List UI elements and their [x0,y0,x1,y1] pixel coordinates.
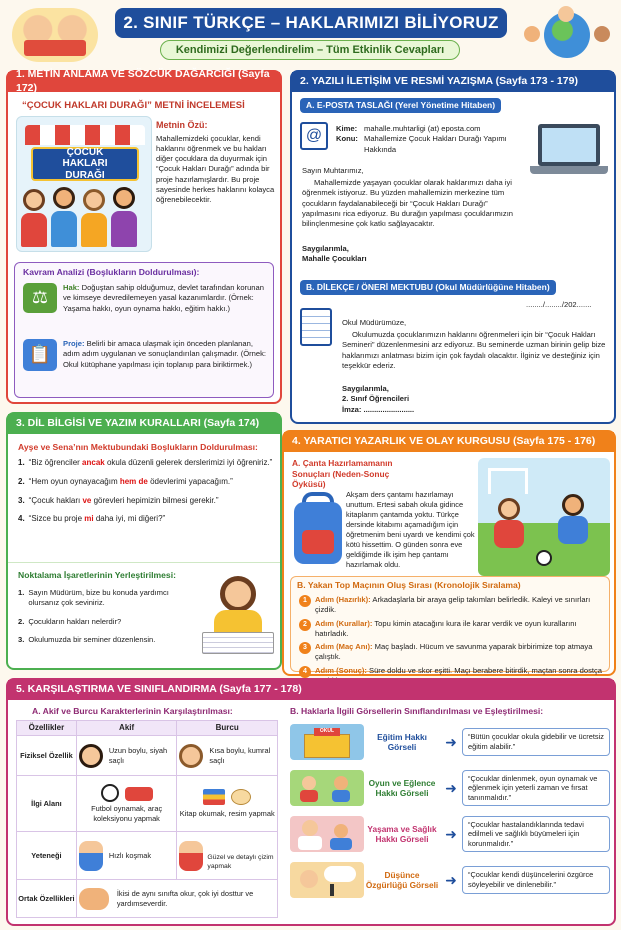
category-row-education: OKUL Eğitim Hakkı Görseli ➜ “Bütün çocuklar okula gidebilir ve ücretsiz eğitim alabilir.” [290,722,610,762]
letter-recipient: Okul Müdürümüze, [342,318,407,327]
list-item: 1. “Biz öğrenciler ancak okula düzenli gelerek derslerimizi iyi öğreniriz.” [18,458,273,467]
email-draft-title: A. E-POSTA TASLAĞI (Yerel Yönetime Hitaben) [300,98,501,113]
letter-body: Okulumuzda çocuklarımızın haklarını öğrenmeleri için bir “Çocuk Hakları Semineri” düzenlenmesini arz ediyoruz. Bu seminerde uzman birinin gelip bize haklarımızı anlatması bizim için çok faydalı olacaktır. İlginiz ve desteğiniz için teşekkür ederiz. [342,330,606,370]
scales-icon: ⚖ [23,283,57,313]
grammar-question-title: Ayşe ve Sena’nın Mektubundaki Boşlukların Doldurulması: [18,442,258,452]
category-row-play: Oyun ve Eğlence Hakkı Görseli ➜ “Çocuklar dinlenmek, oyun oynamak ve eğlenmek için yeterli zaman ve fırsat tanınmalıdır.” [290,768,610,808]
text-summary [156,120,276,205]
list-item: 3. “Çocuk hakları ve görevleri hepimizin bilmesi gerekir.” [18,495,219,505]
drawing-girl-icon [179,841,203,871]
palette-icon [231,789,251,805]
doctor-icon [290,816,364,852]
section-2-panel [290,70,616,424]
page-header [0,0,621,66]
section-3-panel [6,412,282,670]
col-header-features: Özellikler [17,721,77,736]
classification-title: B. Haklarla İlgili Görsellerin Sınıflandırılması ve Eşleştirilmesi: [290,706,544,716]
comparison-title: A. Akif ve Burcu Karakterlerinin Karşılaştırılması: [32,706,233,716]
girl-writing-illustration [198,574,278,658]
running-boy-icon [79,841,103,871]
letter-signature: Saygılarımla, 2. Sınıf Öğrencileri İmza: ........................ [342,384,415,414]
story-text: Akşam ders çantamı hazırlamayı unuttum. Ertesi sabah okula gidince kitaplarım çantamda yoktu. Türkçe dersinde kitabımı açamadığım için öğretmenim beni uyardı ve kendimi çok kötü hissettim. O günden sonra eve geldiğimde ilk işim hep çantamı hazırlamak oldu. [346,490,475,569]
speaking-kid-icon [290,862,364,898]
section-4-panel [282,430,616,676]
list-item: 4. “Sizce bu proje mi daha iyi, mi diğeri?” [18,514,166,524]
comparison-table [16,720,278,918]
school-icon: OKUL [290,724,364,760]
summary-text: Mahallemizdeki çocuklar, kendi haklarını öğrenmek ve bu hakları diğer çocuklara da duyurmak için “Çocuk Hakları Durağı” adında bir proje hazırlamışlardır. Bu proje sayesinde herkes haklarını kolayca öğrenebilecektir. [156,133,275,205]
clipboard-icon: 📋 [23,339,57,371]
table-row: Yeteneği Hızlı koşmak Güzel ve detaylı çizim yapmak [17,832,278,880]
timeline-step-4: 4 Adım (Sonuç): Süre doldu ve skor eşitti. Maçı berabere bitirdik, maçtan sonra dostça [299,666,603,687]
category-row-thought: Düşünce Özgürlüğü Görseli ➜ “Çocuklar kendi düşüncelerini özgürce söyleyebilir ve dinlenebilir.” [290,860,610,900]
arrow-right-icon: ➜ [445,733,457,750]
arrow-right-icon: ➜ [445,871,457,888]
list-item: 3. Okulumuzda bir seminer düzenlensin. [18,634,156,644]
laptop-icon [530,124,608,180]
section-5-panel [6,678,616,926]
kids-reading-illustration [12,8,98,62]
boy-avatar [79,744,103,768]
letter-title: B. DİLEKÇE / ÖNERİ MEKTUBU (Okul Müdürlüğüne Hitaben) [300,280,556,295]
handshake-icon [79,888,109,910]
football-icon [101,784,119,802]
girl-avatar [179,744,203,768]
section-1-panel [6,70,282,404]
hak-definition: Hak: Doğuştan sahip olduğumuz, devlet tarafından korunan ve kimseye devredilemeyen yasal kazanımlardır. (Örnek: Yaşama hakkı, oyun oynama hakkı, eğitim hakkı.) [63,283,264,313]
concept-analysis-box [14,262,274,398]
email-greeting: Sayın Muhtarımız, [302,166,364,175]
table-row: Fiziksel Özellik Uzun boylu, siyah saçlı Kısa boylu, kumral saçlı [17,736,278,776]
email-body: Mahallemizde yaşayan çocuklar olarak haklarımızı daha iyi öğrenmek istiyoruz. Bu yüzden mahallemizin merkezine tüm çocukların faydalanabileceği bir “Çocuk Hakları Durağı” yapılmasını rica ediyoruz. Bu durağın yapılması çocuklarımızın bilinçlenmesine çok katkı sağlayacaktır. [302,178,514,228]
col-header-akif: Akif [76,721,177,736]
category-row-health: Yaşama ve Sağlık Hakkı Görseli ➜ “Çocuklar hastalandıklarında tedavi edilmeli ve sağlıklı büyümeleri için korunmalıdır.” [290,814,610,854]
letter-pen-icon [300,308,332,346]
football-kids-illustration [478,458,610,576]
table-row: İlgi Alanı Futbol oynamak, araç koleksiyonu yapmak Kitap okumak, resim yapmak [17,776,278,832]
proje-definition: Proje: Belirli bir amaca ulaşmak için önceden planlanan, adım adım uygulanan ve sonuçlandırılan çalışmadır. (Örnek: Okul kütüphane yapılması için toplanıp para biriktirmek.) [63,339,267,369]
section-4-title: 4. YARATICI YAZARLIK VE OLAY KURGUSU (Sayfa 175 - 176) [284,432,614,452]
books-icon [203,789,225,805]
arrow-right-icon: ➜ [445,825,457,842]
timeline-box [290,576,610,675]
col-header-burcu: Burcu [177,721,278,736]
email-closing: Saygılarımla, Mahalle Çocukları [302,244,367,264]
letter-date: ......../......../202....... [526,300,592,309]
playing-kids-icon [290,770,364,806]
table-row: Ortak Özellikleri İkisi de aynı sınıfta okur, çok iyi dosttur ve yardımseverdir. [17,880,278,918]
email-header: Kime: mahalle.muhtarligi (at) eposta.com Konu: Mahallemize Çocuk Hakları Durağı Yapımı Hakkında [336,124,507,154]
timeline-title: B. Yakan Top Maçının Oluş Sırası (Kronolojik Sıralama) [297,580,521,590]
list-item: 2. “Hem oyun oynayacağım hem de ödevlerimi yapacağım.” [18,476,233,486]
punctuation-items [18,588,194,645]
section-2-title: 2. YAZILI İLETİŞİM VE RESMİ YAZIŞMA (Sayfa 173 - 179) [292,72,614,92]
bus-stop-sign: ÇOCUK HAKLARI DURAĞI [31,147,139,181]
timeline-step-2: 2 Adım (Kurallar): Topu kimin atacağını kura ile karar verdik ve oyun kurallarını hatırladık. [299,619,603,640]
timeline-step-1: 1 Adım (Hazırlık): Arkadaşlarla bir araya gelip takımları belirledik. Kaleyi ve sınırları çizdik. [299,595,603,616]
toy-car-icon [125,787,153,801]
concept-title: Kavram Analizi (Boşlukların Doldurulması): [23,267,200,277]
section-3-title: 3. DİL BİLGİSİ VE YAZIM KURALLARI (Sayfa 174) [8,414,280,434]
list-item: 1. Sayın Müdürüm, bize bu konuda yardımcı olursanız çok seviniriz. [18,588,169,608]
bus-stop-illustration [16,116,152,252]
list-item: 2. Çocukların hakları nelerdir? [18,616,122,626]
punctuation-title: Noktalama İşaretlerinin Yerleştirilmesi: [18,570,176,580]
globe-kids-illustration [522,6,612,64]
grammar-items [18,458,278,533]
school-bag-icon [294,492,342,566]
section-5-title: 5. KARŞILAŞTIRMA VE SINIFLANDIRMA (Sayfa 177 - 178) [8,680,614,700]
arrow-right-icon: ➜ [445,779,457,796]
classification-list [290,722,610,906]
page-subtitle: Kendimizi Değerlendirelim – Tüm Etkinlik Cevapları [160,40,460,60]
timeline-step-3: 3 Adım (Maç Anı): Maç başladı. Hücum ve savunma yaparak birbirimize top atmaya çalıştık. [299,642,603,663]
summary-title: Metnin Özü: [156,120,208,130]
section-1-subtitle: “ÇOCUK HAKLARI DURAĞI” METNİ İNCELEMESİ [22,100,245,111]
email-icon: @ [300,122,328,150]
section-1-title: 1. METİN ANLAMA VE SÖZCÜK DAĞARCIĞI (Sayfa 172) [8,72,280,92]
story-title: A. Çanta Hazırlamamanın Sonuçları (Neden-Sonuç Öyküsü) [292,458,393,489]
page-title: 2. SINIF TÜRKÇE – HAKLARIMIZI BİLİYORUZ [115,8,507,38]
